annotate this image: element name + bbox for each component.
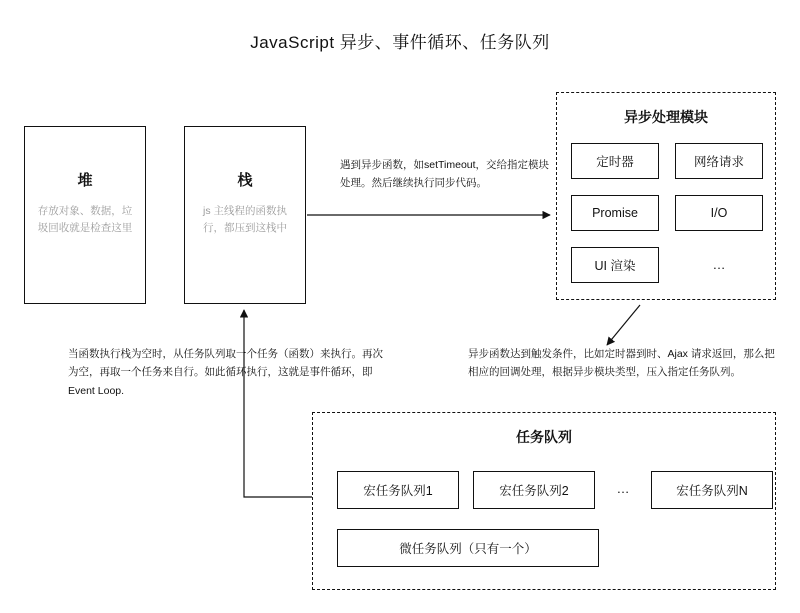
async-item-timer[interactable]: 定时器	[571, 143, 659, 179]
macro-task-queue-2[interactable]: 宏任务队列2	[473, 471, 595, 509]
micro-task-queue-row	[337, 529, 597, 567]
macro-task-queue-1[interactable]: 宏任务队列1	[337, 471, 459, 509]
micro-task-queue[interactable]: 微任务队列（只有一个）	[337, 529, 599, 567]
async-item-ellipsis: …	[712, 256, 726, 272]
async-item-io[interactable]: I/O	[675, 195, 763, 231]
note-enqueue-callback: 异步函数达到触发条件，比如定时器到时、Ajax 请求返回，那么把相应的回调处理，根据异步模块类型，压入指定任务队列。	[468, 348, 775, 379]
task-queue-title: 任务队列	[516, 429, 572, 445]
heap-description: 存放对象、数据，垃圾回收就是检查这里	[37, 205, 133, 235]
arrow-queue-to-stack	[244, 310, 312, 497]
note-event-loop: 当函数执行栈为空时，从任务队列取一个任务（函数）来执行。再次为空，再取一个任务来自行。如此循环执行，这就是事件循环，即 Event Loop.	[68, 348, 383, 397]
macro-task-queue-n[interactable]: 宏任务队列N	[651, 471, 773, 509]
macro-task-queue-ellipsis: …	[616, 480, 630, 496]
async-item-ui-render[interactable]: UI 渲染	[571, 247, 659, 283]
page-title: JavaScript 异步、事件循环、任务队列	[250, 33, 550, 52]
stack-box	[184, 126, 306, 304]
stack-description: js 主线程的函数执行，都压到这栈中	[203, 205, 287, 235]
async-module-items	[571, 143, 763, 283]
arrow-async-to-queue	[607, 305, 640, 345]
task-queue-box	[312, 412, 776, 590]
async-module-title: 异步处理模块	[624, 109, 708, 125]
async-item-network-request[interactable]: 网络请求	[675, 143, 763, 179]
heap-box	[24, 126, 146, 304]
async-item-promise[interactable]: Promise	[571, 195, 659, 231]
stack-label: 栈	[237, 172, 253, 189]
note-stack-to-async: 遇到异步函数，如setTimeout，交给指定模块处理。然后继续执行同步代码。	[340, 159, 550, 190]
heap-label: 堆	[77, 172, 93, 189]
async-module-box	[556, 92, 776, 300]
macro-task-queue-row	[337, 471, 753, 509]
